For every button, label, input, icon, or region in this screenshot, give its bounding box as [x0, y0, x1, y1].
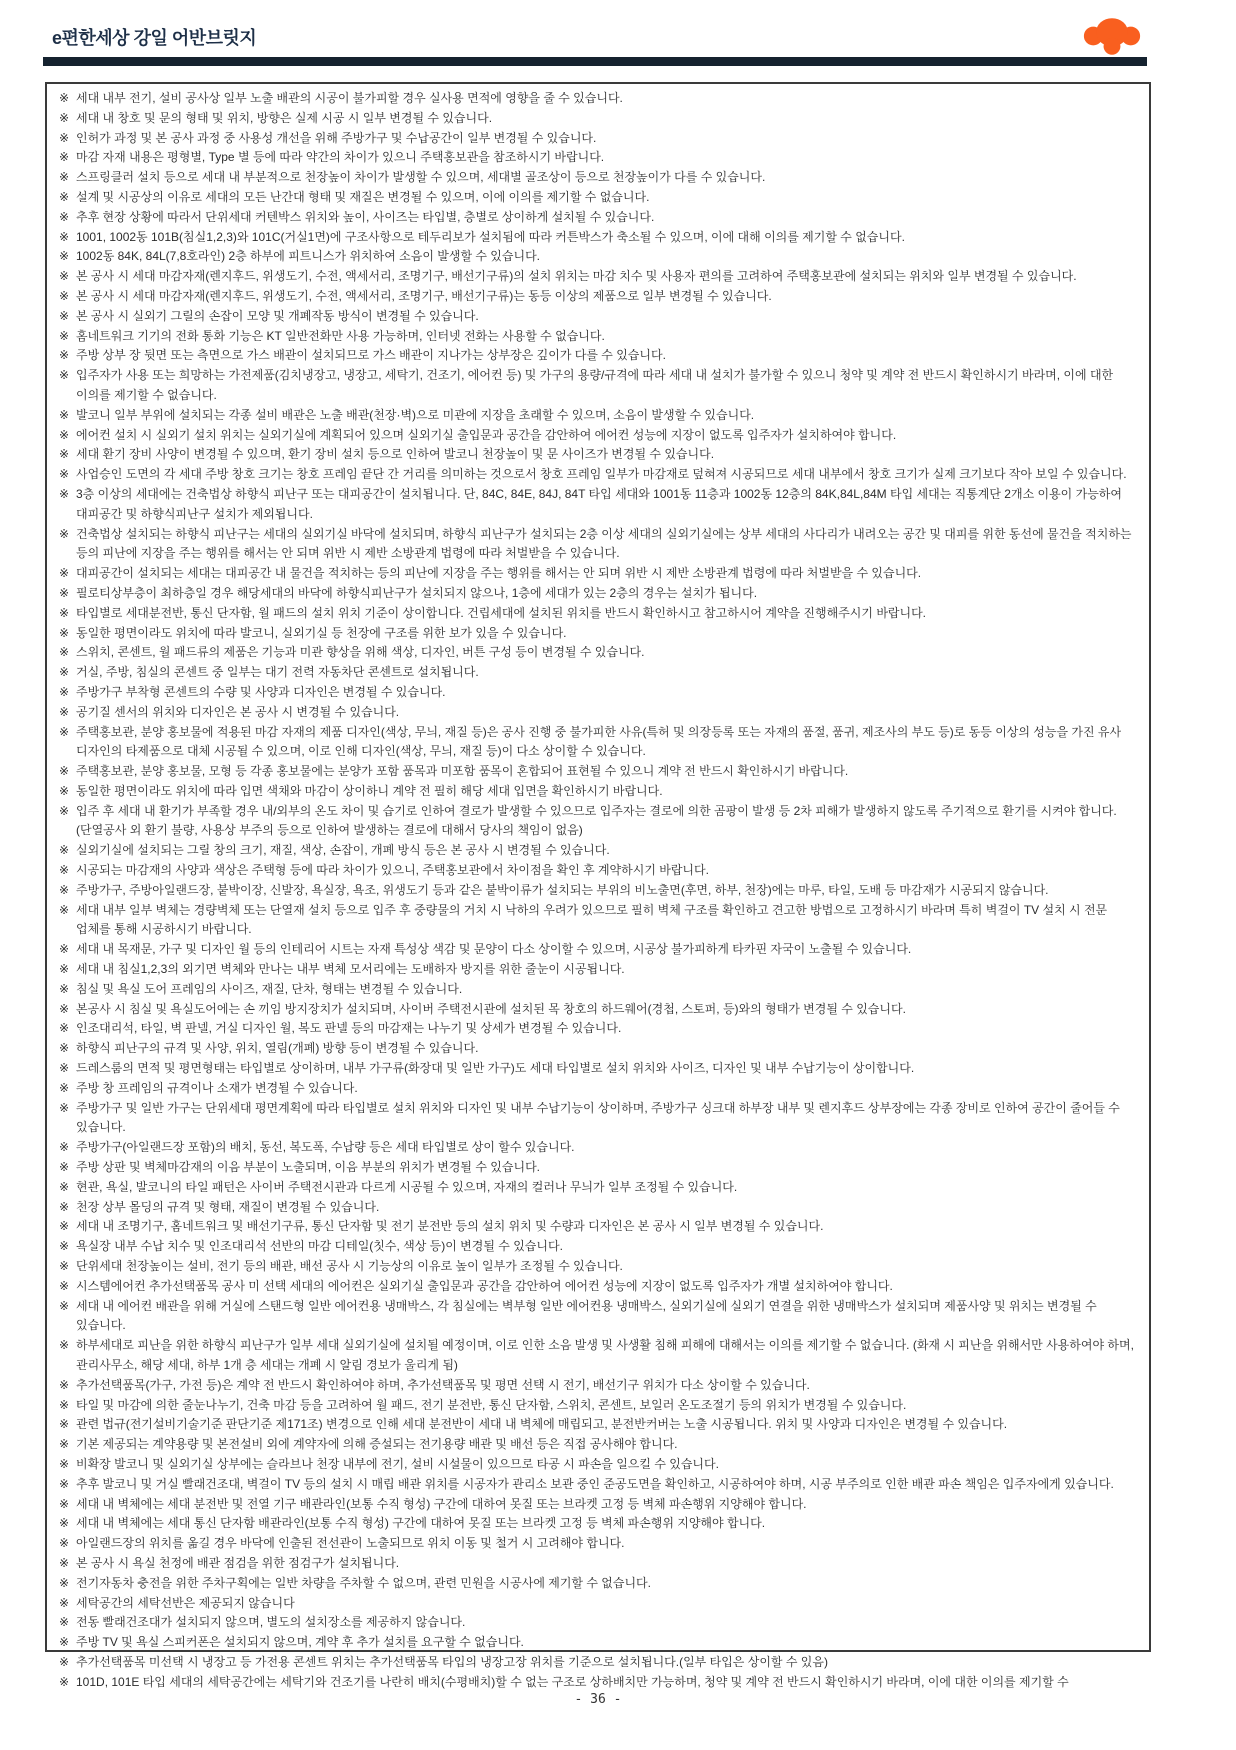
reference-mark: ※ [59, 348, 70, 363]
notice-item [59, 960, 1137, 980]
notice-text: 인조대리석, 타일, 벽 판넬, 거실 디자인 월, 복도 판넬 등의 마감재는 나누기 및 상세가 변경될 수 있습니다. [76, 1021, 622, 1036]
notice-item [59, 1396, 1137, 1416]
notice-text: 동일한 평면이라도 위치에 따라 발코니, 실외기실 등 천장에 구조를 위한 보가 있을 수 있습니다. [76, 625, 567, 640]
notice-text: 추후 발코니 및 거실 빨래건조대, 벽걸이 TV 등의 설치 시 매립 배관 위치를 시공자가 관리소 보관 중인 준공도면을 확인하고, 시공하여야 하며, 시공 부주의로 인한 배관 파손 책임은 입주자에게 있습니다. [76, 1476, 1114, 1491]
notice-text: 비확장 발코니 및 실외기실 상부에는 슬라브나 천장 내부에 전기, 설비 시설물이 있으므로 타공 시 파손을 일으킬 수 있습니다. [76, 1456, 719, 1471]
notice-item [59, 1257, 1137, 1277]
reference-mark: ※ [59, 1476, 70, 1491]
notice-item [59, 228, 1137, 248]
notice-text: 실외기실에 설치되는 그릴 창의 크기, 재질, 색상, 손잡이, 개폐 방식 등은 본 공사 시 변경될 수 있습니다. [76, 843, 610, 858]
notice-text: 본공사 시 침실 및 욕실도어에는 손 끼임 방지장치가 설치되며, 사이버 주택전시관에 설치된 목 창호의 하드웨어(경첩, 스토퍼, 등)와의 형태가 변경될 수 있습니다. [76, 1001, 906, 1016]
notice-text: 기본 제공되는 계약용량 및 본전설비 외에 계약자에 의해 증설되는 전기용량 배관 및 배선 등은 직접 공사해야 합니다. [76, 1437, 678, 1452]
notice-text: 주방가구 및 일반 가구는 단위세대 평면계획에 따라 타입별로 설치 위치와 디자인 및 내부 수납기능이 상이하며, 주방가구 싱크대 하부장 내부 및 렌지후드 상부장에는 각종 장비로 인하여 공간이 줄어들 수 있습니다. [76, 1100, 1120, 1135]
reference-mark: ※ [59, 209, 70, 224]
reference-mark: ※ [59, 1615, 70, 1630]
notice-text: 아일랜드장의 위치를 옮길 경우 바닥에 인출된 전선관이 노출되므로 위치 이동 및 철거 시 고려해야 합니다. [76, 1536, 625, 1551]
notice-item [59, 1079, 1137, 1099]
notice-text: 세대 내부 전기, 설비 공사상 일부 노출 배관의 시공이 불가피할 경우 실사용 면적에 영향을 줄 수 있습니다. [76, 91, 623, 105]
notice-text: 본 공사 시 세대 마감자재(렌지후드, 위생도기, 수전, 액세서리, 조명기구, 배선기구류)의 설치 위치는 마감 치수 및 사용자 편의를 고려하여 주택홍보관에 설치되는 위치와 일부 변경될 수 있습니다. [76, 269, 1077, 284]
notice-item [59, 1297, 1137, 1337]
reference-mark: ※ [59, 1278, 70, 1293]
reference-mark: ※ [59, 1160, 70, 1175]
reference-mark: ※ [59, 1219, 70, 1234]
notice-item [59, 1495, 1137, 1515]
notice-text: 현관, 욕실, 발코니의 타일 패턴은 사이버 주택전시관과 다르게 시공될 수 있으며, 자재의 컬러나 무늬가 일부 조정될 수 있습니다. [76, 1179, 738, 1194]
notice-text: 욕실장 내부 수납 치수 및 인조대리석 선반의 마감 디테일(칫수, 색상 등)이 변경될 수 있습니다. [76, 1239, 563, 1254]
notice-text: 세대 내 조명기구, 홈네트워크 및 배선기구류, 통신 단자함 및 전기 분전반 등의 설치 위치 및 수량과 디자인은 본 공사 시 일부 변경될 수 있습니다. [76, 1219, 824, 1234]
notice-item [59, 703, 1137, 723]
reference-mark: ※ [59, 1298, 70, 1313]
notice-item [59, 426, 1137, 446]
notice-item [59, 861, 1137, 881]
notice-text: 타입별로 세대분전반, 통신 단자함, 월 패드의 설치 위치 기준이 상이합니다. 건립세대에 설치된 위치를 반드시 확인하시고 참고하시어 계약을 진행해주시기 바랍니다. [76, 605, 927, 620]
notice-text: 추가선택품목 미선택 시 냉장고 등 가전용 콘센트 위치는 추가선택품목 타입의 냉장고장 위치를 기준으로 설치됩니다.(일부 타입은 상이할 수 있음) [76, 1654, 828, 1669]
notice-item [59, 525, 1137, 565]
notice-item [59, 1198, 1137, 1218]
notice-text: 주방 TV 및 욕실 스피커폰은 설치되지 않으며, 계약 후 추가 설치를 요구할 수 없습니다. [76, 1635, 524, 1650]
reference-mark: ※ [59, 427, 70, 442]
notice-text: 세대 내 벽체에는 세대 통신 단자함 배관라인(보통 수직 형성) 구간에 대하여 못질 또는 브라켓 고정 등 벽체 파손행위 지양해야 합니다. [76, 1516, 766, 1531]
notice-text: 1001, 1002동 101B(침실1,2,3)와 101C(거실1면)에 구조사항으로 테두리보가 설치됨에 따라 커튼박스가 축소될 수 있으며, 이에 대해 이의를 제기할 수 없습니다. [76, 229, 905, 244]
notice-item [59, 1237, 1137, 1257]
notice-text: 건축법상 설치되는 하향식 피난구는 세대의 실외기실 바닥에 설치되며, 하향식 피난구가 설치되는 2층 이상 세대의 실외기실에는 상부 세대의 사다리가 내려오는 공간 및 대피를 위한 동선에 물건을 적치하는 등의 피난에 지장을 주는 행위를 해서는 안 되며 위반 시 제반 소방관계 법령에 따라 처벌받을 수 있습니다. [76, 526, 1132, 561]
notice-text: 사업승인 도면의 각 세대 주방 창호 크기는 창호 프레임 끝단 간 거리를 의미하는 것으로서 창호 프레임 일부가 마감재로 덮혀져 시공되므로 세대 내부에서 창호 크기가 실제 크기보다 작아 보일 수 있습니다. [76, 467, 1127, 482]
notice-item [59, 683, 1137, 703]
notice-item [59, 1099, 1137, 1139]
notice-text: 주방가구(아일랜드장 포함)의 배치, 동선, 복도폭, 수납량 등은 세대 타입별로 상이 할수 있습니다. [76, 1140, 575, 1155]
reference-mark: ※ [59, 526, 70, 541]
notice-text: 3층 이상의 세대에는 건축법상 하향식 피난구 또는 대피공간이 설치됩니다. 단, 84C, 84E, 84J, 84T 타입 세대와 1001동 11층과 1002동 12층의 84K,84L,84M 타입 세대는 직통계단 2개소 이용이 가능하여 대피공간 및 하향식피난구 설치가 제외됩니다. [76, 486, 1122, 521]
notice-text: 대피공간이 설치되는 세대는 대피공간 내 물건을 적치하는 등의 피난에 지장을 주는 행위를 해서는 안 되며 위반 시 제반 소방관계 법령에 따라 처벌받을 수 있습니다. [76, 566, 922, 581]
notice-item [59, 327, 1137, 347]
reference-mark: ※ [59, 407, 70, 422]
notice-text: 홈네트워크 기기의 전화 통화 기능은 KT 일반전화만 사용 가능하며, 인터넷 전화는 사용할 수 없습니다. [76, 328, 605, 343]
notice-text: 공기질 센서의 위치와 디자인은 본 공사 시 변경될 수 있습니다. [76, 704, 400, 719]
notice-text: 본 공사 시 세대 마감자재(렌지후드, 위생도기, 수전, 액세서리, 조명기구, 배선기구류)는 동등 이상의 제품으로 일부 변경될 수 있습니다. [76, 288, 772, 303]
notice-item [59, 980, 1137, 1000]
notice-item [59, 940, 1137, 960]
notice-item [59, 346, 1137, 366]
notice-text: 101D, 101E 타입 세대의 세탁공간에는 세탁기와 건조기를 나란히 배치(수평배치)할 수 없는 구조로 상하배치만 가능하며, 청약 및 계약 전 반드시 확인하시기 바라며, 이에 대한 이의를 제기할 수 [76, 1674, 1069, 1689]
reference-mark: ※ [59, 1377, 70, 1392]
notice-item [59, 643, 1137, 663]
reference-mark: ※ [59, 724, 70, 739]
notice-item [59, 584, 1137, 604]
reference-mark: ※ [59, 150, 70, 165]
reference-mark: ※ [59, 585, 70, 600]
notice-item [59, 1415, 1137, 1435]
reference-mark: ※ [59, 783, 70, 798]
notice-item [59, 1613, 1137, 1633]
notice-text: 관련 법규(전기설비기술기준 판단기준 제171조) 변경으로 인해 세대 분전반이 세대 내 벽체에 매립되고, 분전반커버는 노출 시공됩니다. 위치 및 사양과 디자인은 변경될 수 있습니다. [76, 1417, 1008, 1432]
notice-text: 인허가 과정 및 본 공사 과정 중 사용성 개선을 위해 주방가구 및 수납공간이 일부 변경될 수 있습니다. [76, 130, 597, 145]
notice-item [59, 366, 1137, 406]
header-divider-bar [43, 57, 1147, 66]
notice-item [59, 129, 1137, 149]
notice-text: 드레스룸의 면적 및 평면형태는 타입별로 상이하며, 내부 가구류(화장대 및 일반 가구)도 세대 타입별로 설치 위치와 사이즈, 디자인 및 내부 수납기능이 상이합니다. [76, 1061, 915, 1076]
reference-mark: ※ [59, 1654, 70, 1669]
notice-box [45, 82, 1151, 1689]
notice-item [59, 89, 1137, 109]
notice-item [59, 148, 1137, 168]
notice-item [59, 1435, 1137, 1455]
notice-item [59, 1594, 1137, 1614]
reference-mark: ※ [59, 249, 70, 264]
notice-text: 발코니 일부 부위에 설치되는 각종 설비 배관은 노출 배관(천장·벽)으로 미관에 지장을 초래할 수 있으며, 소음이 발생할 수 있습니다. [76, 407, 755, 422]
notice-text: 타일 및 마감에 의한 줄눈나누기, 건축 마감 등을 고려하여 월 패드, 전기 분전반, 통신 단자함, 스위치, 콘센트, 보일러 온도조절기 등의 위치가 변경될 수 있습니다. [76, 1397, 907, 1412]
notice-item [59, 307, 1137, 327]
reference-mark: ※ [59, 368, 70, 383]
reference-mark: ※ [59, 1575, 70, 1590]
notice-item [59, 624, 1137, 644]
notice-text: 세탁공간의 세탁선반은 제공되지 않습니다 [76, 1595, 295, 1610]
notice-item [59, 1633, 1137, 1653]
reference-mark: ※ [59, 1100, 70, 1115]
reference-mark: ※ [59, 91, 70, 105]
reference-mark: ※ [59, 1674, 70, 1689]
notice-text: 주방 상판 및 벽체마감재의 이음 부분이 노출되며, 이음 부분의 위치가 변경될 수 있습니다. [76, 1160, 540, 1175]
reference-mark: ※ [59, 1080, 70, 1095]
notice-item [59, 1178, 1137, 1198]
notice-text: 주방가구, 주방아일랜드장, 붙박이장, 신발장, 욕실장, 욕조, 위생도기 등과 같은 붙박이류가 설치되는 부위의 비노출면(후면, 하부, 천장)에는 마루, 타일, 도배 등 마감재가 시공되지 않습니다. [76, 882, 1049, 897]
notice-text: 추가선택품목(가구, 가전 등)은 계약 전 반드시 확인하여야 하며, 추가선택품목 및 평면 선택 시 전기, 배선기구 위치가 다소 상이할 수 있습니다. [76, 1377, 810, 1392]
reference-mark: ※ [59, 1041, 70, 1056]
reference-mark: ※ [59, 1001, 70, 1016]
reference-mark: ※ [59, 1338, 70, 1353]
notice-text: 스위치, 콘센트, 월 패드류의 제품은 기능과 미관 향상을 위해 색상, 디자인, 버튼 구성 등이 변경될 수 있습니다. [76, 645, 645, 660]
notice-text: 주방 상부 장 뒷면 또는 측면으로 가스 배관이 설치되므로 가스 배관이 지나가는 상부장은 깊이가 다를 수 있습니다. [76, 348, 666, 363]
notice-item [59, 1000, 1137, 1020]
reference-mark: ※ [59, 704, 70, 719]
notice-text: 입주자가 사용 또는 희망하는 가전제품(김치냉장고, 냉장고, 세탁기, 건조기, 에어컨 등) 및 가구의 용량/규격에 따라 세대 내 설치가 불가할 수 있으니 청약 및 계약 전 반드시 확인하시기 바라며, 이에 대한 이의를 제기할 수 없습니다. [76, 368, 1114, 402]
notice-text: 추후 현장 상황에 따라서 단위세대 커텐박스 위치와 높이, 사이즈는 타입별, 층별로 상이하게 설치될 수 있습니다. [76, 209, 655, 224]
reference-mark: ※ [59, 1516, 70, 1531]
notice-text: 단위세대 천장높이는 설비, 전기 등의 배관, 배선 공사 시 기능상의 이유로 높이 일부가 조정될 수 있습니다. [76, 1259, 623, 1274]
notice-text: 세대 환기 장비 사양이 변경될 수 있으며, 환기 장비 설치 등으로 인하여 발코니 천장높이 및 문 사이즈가 변경될 수 있습니다. [76, 447, 715, 462]
notice-item [59, 1554, 1137, 1574]
notice-text: 침실 및 욕실 도어 프레임의 사이즈, 재질, 단차, 형태는 변경될 수 있습니다. [76, 981, 463, 996]
notice-text: 전동 빨래건조대가 설치되지 않으며, 별도의 설치장소를 제공하지 않습니다. [76, 1615, 466, 1630]
page-title: e편한세상 강일 어반브릿지 [52, 28, 257, 48]
reference-mark: ※ [59, 882, 70, 897]
notice-item [59, 1059, 1137, 1079]
reference-mark: ※ [59, 1555, 70, 1570]
notice-item [59, 1138, 1137, 1158]
reference-mark: ※ [59, 1199, 70, 1214]
reference-mark: ※ [59, 1259, 70, 1274]
reference-mark: ※ [59, 1456, 70, 1471]
notice-text: 시공되는 마감재의 사양과 색상은 주택형 등에 따라 차이가 있으니, 주택홍보관에서 차이점을 확인 후 계약하시기 바랍니다. [76, 863, 709, 878]
reference-mark: ※ [59, 981, 70, 996]
reference-mark: ※ [59, 1179, 70, 1194]
notice-text: 필로티상부층이 최하층일 경우 해당세대의 바닥에 하향식피난구가 설치되지 않으나, 1층에 세대가 있는 2층의 경우는 설치가 됩니다. [76, 585, 758, 600]
notice-text: 설계 및 시공상의 이유로 세대의 모든 난간대 형태 및 재질은 변경될 수 있으며, 이에 이의를 제기할 수 없습니다. [76, 189, 650, 204]
reference-mark: ※ [59, 189, 70, 204]
notice-item [59, 564, 1137, 584]
notice-item [59, 1019, 1137, 1039]
notice-text: 거실, 주방, 침실의 콘센트 중 일부는 대기 전력 자동차단 콘센트로 설치됩니다. [76, 665, 479, 680]
notice-text: 본 공사 시 욕실 천정에 배관 점검을 위한 점검구가 설치됩니다. [76, 1555, 400, 1570]
notice-text: 세대 내 목재문, 가구 및 디자인 월 등의 인테리어 시트는 자재 특성상 색감 및 문양이 다소 상이할 수 있으며, 시공상 불가피하게 타카핀 자국이 노출될 수 있습니다. [76, 942, 912, 957]
notice-text: 전기자동차 충전을 위한 주차구획에는 일반 차량을 주차할 수 없으며, 관련 민원을 시공사에 제기할 수 없습니다. [76, 1575, 651, 1590]
notice-item [59, 247, 1137, 267]
reference-mark: ※ [59, 684, 70, 699]
notice-item [59, 762, 1137, 782]
page-number: - 36 - [574, 1692, 622, 1707]
reference-mark: ※ [59, 308, 70, 323]
notice-text: 입주 후 세대 내 환기가 부족할 경우 내/외부의 온도 차이 및 습기로 인하여 결로가 발생할 수 있으므로 입주자는 결로에 의한 곰팡이 발생 등 2차 피해가 발생하지 않도록 주기적으로 환기를 시켜야 합니다. (단열공사 외 환기 불량, 사용상 부주의 등으로 인하여 발생하는 결로에 대해서 당사의 책임이 없음) [76, 803, 1117, 838]
notice-item [59, 663, 1137, 683]
reference-mark: ※ [59, 764, 70, 779]
notice-item [59, 1039, 1137, 1059]
notice-item [59, 1475, 1137, 1495]
notice-item [59, 1376, 1137, 1396]
reference-mark: ※ [59, 962, 70, 977]
reference-mark: ※ [59, 1635, 70, 1650]
notice-item [59, 1336, 1137, 1376]
notice-item [59, 841, 1137, 861]
notice-text: 천장 상부 몰딩의 규격 및 형태, 재질이 변경될 수 있습니다. [76, 1199, 380, 1214]
notice-item [59, 881, 1137, 901]
notice-item [59, 1653, 1137, 1673]
notice-text: 마감 자재 내용은 평형별, Type 별 등에 따라 약간의 차이가 있으니 주택홍보관을 참조하시기 바랍니다. [76, 150, 605, 165]
notice-item [59, 1673, 1137, 1693]
notice-item [59, 208, 1137, 228]
notice-item [59, 188, 1137, 208]
notice-text: 동일한 평면이라도 위치에 따라 입면 색채와 마감이 상이하니 계약 전 필히 해당 세대 입면을 확인하시기 바랍니다. [76, 783, 663, 798]
reference-mark: ※ [59, 1140, 70, 1155]
reference-mark: ※ [59, 1061, 70, 1076]
notice-text: 시스템에어컨 추가선택품목 공사 미 선택 세대의 에어컨은 실외기실 출입문과 공간을 감안하여 에어컨 성능에 지장이 없도록 입주자가 개별 설치하여야 합니다. [76, 1278, 893, 1293]
reference-mark: ※ [59, 1417, 70, 1432]
reference-mark: ※ [59, 467, 70, 482]
notice-item [59, 1534, 1137, 1554]
notice-text: 에어컨 설치 시 실외기 설치 위치는 실외기실에 계획되어 있으며 실외기실 출입문과 공간을 감안하여 에어컨 성능에 지장이 없도록 입주자가 설치하여야 합니다. [76, 427, 897, 442]
notice-text: 하부세대로 피난을 위한 하향식 피난구가 일부 세대 실외기실에 설치될 예정이며, 이로 인한 소음 발생 및 사생활 침해 피해에 대해서는 이의를 제기할 수 없습니다. (화재 시 피난을 위해서만 사용하여야 하며, 관리사무소, 해당 세대, 하부 1개 층 세대는 개폐 시 알림 경보가 울리게 됨) [76, 1338, 1134, 1372]
notice-item [59, 1455, 1137, 1475]
notice-text: 하향식 피난구의 규격 및 사양, 위치, 열림(개폐) 방향 등이 변경될 수 있습니다. [76, 1041, 479, 1056]
notice-item [59, 465, 1137, 485]
notice-item [59, 1514, 1137, 1534]
notice-text: 세대 내부 일부 벽체는 경량벽체 또는 단열재 설치 등으로 입주 후 중량물의 거치 시 낙하의 우려가 있으므로 필히 벽체 구조를 확인하고 견고한 방법으로 고정하시기 바라며 특히 벽걸이 TV 설치 시 전문 업체를 통해 시공하시기 바랍니다. [76, 902, 1108, 937]
reference-mark: ※ [59, 942, 70, 957]
notice-text: 세대 내 침실1,2,3의 외기면 벽체와 만나는 내부 벽체 모서리에는 도배하자 방지를 위한 줄눈이 시공됩니다. [76, 962, 625, 977]
reference-mark: ※ [59, 1437, 70, 1452]
notice-item [59, 901, 1137, 941]
notice-item [59, 406, 1137, 426]
reference-mark: ※ [59, 288, 70, 303]
notice-text: 세대 내 창호 및 문의 형태 및 위치, 방향은 실제 시공 시 일부 변경될 수 있습니다. [76, 110, 493, 125]
notice-item [59, 1574, 1137, 1594]
reference-mark: ※ [59, 1239, 70, 1254]
notice-item [59, 485, 1137, 525]
notice-text: 1002동 84K, 84L(7,8호라인) 2층 하부에 피트니스가 위치하여 소음이 발생할 수 있습니다. [76, 249, 541, 264]
notice-item [59, 1277, 1137, 1297]
notice-item [59, 1158, 1137, 1178]
reference-mark: ※ [59, 170, 70, 185]
reference-mark: ※ [59, 625, 70, 640]
notice-item [59, 287, 1137, 307]
notice-text: 세대 내 에어컨 배관을 위해 거실에 스탠드형 일반 에어컨용 냉매박스, 각 침실에는 벽부형 일반 에어컨용 냉매박스, 실외기실에 실외기 연결을 위한 냉매박스가 설치되며 제품사양 및 위치는 변경될 수 있습니다. [76, 1298, 1097, 1333]
notice-text: 본 공사 시 실외기 그릴의 손잡이 모양 및 개폐작동 방식이 변경될 수 있습니다. [76, 308, 479, 323]
reference-mark: ※ [59, 229, 70, 244]
notice-item [59, 1217, 1137, 1237]
notice-text: 스프링클러 설치 등으로 세대 내 부분적으로 천장높이 차이가 발생할 수 있으며, 세대별 골조상이 등으로 천장높이가 다를 수 있습니다. [76, 170, 766, 185]
reference-mark: ※ [59, 486, 70, 501]
reference-mark: ※ [59, 665, 70, 680]
reference-mark: ※ [59, 843, 70, 858]
reference-mark: ※ [59, 605, 70, 620]
reference-mark: ※ [59, 1397, 70, 1412]
reference-mark: ※ [59, 110, 70, 125]
notice-item [59, 168, 1137, 188]
reference-mark: ※ [59, 902, 70, 917]
notice-text: 주택홍보관, 분양 홍보물, 모형 등 각종 홍보물에는 분양가 포함 품목과 미포함 품목이 혼합되어 표현될 수 있으니 계약 전 반드시 확인하시기 바랍니다. [76, 764, 849, 779]
reference-mark: ※ [59, 447, 70, 462]
notice-item [59, 723, 1137, 763]
reference-mark: ※ [59, 1536, 70, 1551]
reference-mark: ※ [59, 269, 70, 284]
brand-logo-icon [1082, 16, 1142, 56]
reference-mark: ※ [59, 803, 70, 818]
reference-mark: ※ [59, 863, 70, 878]
reference-mark: ※ [59, 1595, 70, 1610]
reference-mark: ※ [59, 645, 70, 660]
notice-item [59, 802, 1137, 842]
notice-text: 주방 창 프레임의 규격이나 소재가 변경될 수 있습니다. [76, 1080, 358, 1095]
notice-item [59, 109, 1137, 129]
reference-mark: ※ [59, 566, 70, 581]
notice-item [59, 267, 1137, 287]
notice-item [59, 782, 1137, 802]
reference-mark: ※ [59, 328, 70, 343]
notice-item [59, 445, 1137, 465]
reference-mark: ※ [59, 130, 70, 145]
notice-text: 주방가구 부착형 콘센트의 수량 및 사양과 디자인은 변경될 수 있습니다. [76, 684, 446, 699]
reference-mark: ※ [59, 1021, 70, 1036]
notice-item [59, 604, 1137, 624]
notice-text: 세대 내 벽체에는 세대 분전반 및 전열 기구 배관라인(보통 수직 형성) 구간에 대하여 못질 또는 브라켓 고정 등 벽체 파손행위 지양해야 합니다. [76, 1496, 807, 1511]
reference-mark: ※ [59, 1496, 70, 1511]
notice-text: 주택홍보관, 분양 홍보물에 적용된 마감 자재의 제품 디자인(색상, 무늬, 재질 등)은 공사 진행 중 불가피한 사유(특허 및 의장등록 또는 자재의 품절, 품귀, 제조사의 부도 등)로 동등 이상의 성능을 가진 유사 디자인의 타제품으로 대체 시공될 수 있으며, 이로 인해 디자인(색상, 무늬, 재질 등)이 다소 상이할 수 있습니다. [76, 724, 1122, 759]
